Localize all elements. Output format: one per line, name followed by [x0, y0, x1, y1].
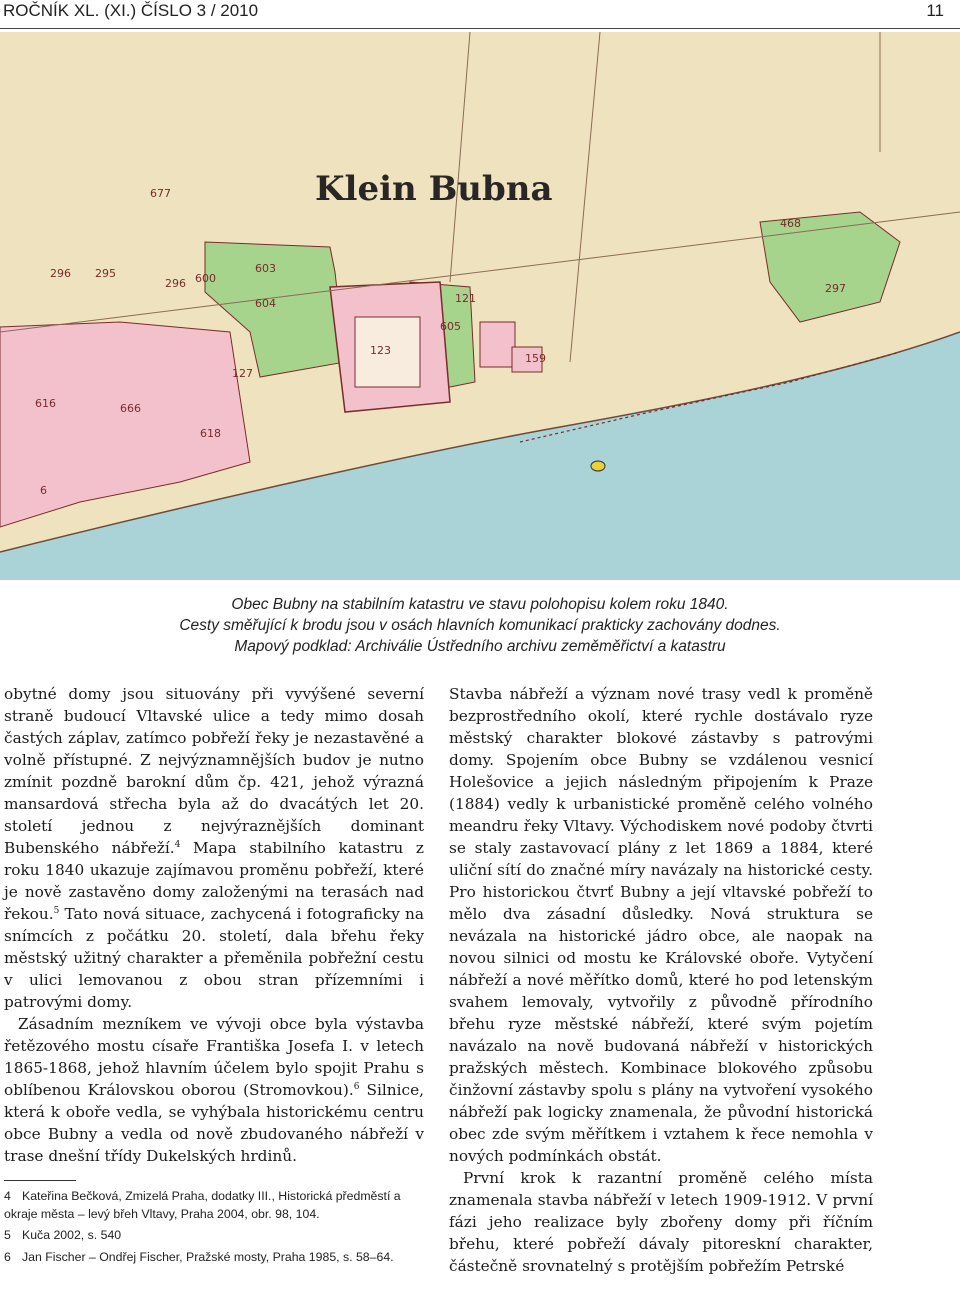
buoy-icon — [591, 461, 605, 471]
svg-text:604: 604 — [255, 297, 276, 310]
svg-text:605: 605 — [440, 320, 461, 333]
footnotes — [4, 1188, 424, 1270]
svg-text:6: 6 — [40, 484, 47, 497]
svg-text:123: 123 — [370, 344, 391, 357]
svg-text:603: 603 — [255, 262, 276, 275]
footnote: 6 Jan Fischer – Ondřej Fischer, Pražské mosty, Praha 1985, s. 58–64. — [4, 1249, 394, 1264]
left-column — [4, 683, 424, 1167]
caption-line-3: Mapový podklad: Archiválie Ústředního archivu zeměměřictví a katastru — [234, 638, 726, 655]
svg-text:616: 616 — [35, 397, 56, 410]
map-title: Klein Bubna — [315, 169, 553, 209]
right-column — [449, 683, 873, 1277]
page-number: 11 — [926, 1, 944, 20]
svg-text:297: 297 — [825, 282, 846, 295]
svg-text:127: 127 — [232, 367, 253, 380]
footnote: 5 Kuča 2002, s. 540 — [4, 1228, 122, 1242]
cadastral-map-image — [0, 32, 960, 580]
svg-text:295: 295 — [95, 267, 116, 280]
caption-line-2: Cesty směřující k brodu jsou v osách hlavních komunikací prakticky zachovány dodnes. — [179, 617, 781, 634]
left-paragraph-1: obytné domy jsou situovány při vyvýšené severní straně budoucí Vltavské ulice a tedy mimo dosah častých záplav, zatímco pobřeží řeky je nezastavěné a volně přístupné. Z nejvýznamnějších budov je nutno zmínit pozdně barokní dům čp. 421, jehož výrazná mansardová střecha byla až do dvacátých let 20. století jednou z nejvýraznějších dominant Bubenského nábřeží.$^4$ Mapa stabilního katastru z roku 1840 ukazuje zajímavou proměnu pobřeží, které je nově zastavěno domy založenými na terasách nad řekou.$^5$ Tato nová situace, zachycená i fotograficky na snímcích z počátku 20. století, dala břehu řeky městský užitný charakter a přeměnila pobřežní cestu v ulici lemovanou z obou stran přízemními i patrovými domy. — [4, 685, 424, 1011]
svg-text:159: 159 — [525, 352, 546, 365]
svg-text:296: 296 — [50, 267, 71, 280]
running-header — [0, 0, 960, 30]
svg-text:121: 121 — [455, 292, 476, 305]
footnote-rule — [4, 1180, 76, 1181]
map-drawing — [0, 32, 960, 580]
caption-line-1: Obec Bubny na stabilním katastru ve stavu polohopisu kolem roku 1840. — [231, 596, 729, 613]
svg-text:618: 618 — [200, 427, 221, 440]
svg-text:677: 677 — [150, 187, 171, 200]
svg-text:468: 468 — [780, 217, 801, 230]
figure-caption — [0, 594, 960, 657]
svg-text:296: 296 — [165, 277, 186, 290]
right-paragraph-1: Stavba nábřeží a význam nové trasy vedl k proměně bezprostředního okolí, které rychle dostávalo ryze městský charakter blokové zástavby s patrovými domy. Spojením obce Bubny se vzdálenou vesnicí Holešovice a jejich následným připojením k Praze (1884) vedly k urbanistické proměně celého volného meandru řeky Vltavy. Východiskem nové podoby čtvrti se staly zastavovací plány z let 1869 a 1884, které uliční sítí do značné míry navázaly na historické cesty. Pro historickou čtvrť Bubny a její vltavské pobřeží to mělo dva zásadní důsledky. Nová struktura se nevázala na historické jádro obce, ale naopak na novou silnici od mostu ke Královské oboře. Vytyčení nábřeží a nové měřítko domů, které ho pod letenským svahem lemovaly, vytvořily z původně přírodního břehu ryze městské nábřeží, které svým pojetím navázalo na nově budovaná nábřeží v historických pražských městech. Kombinace blokového způsobu činžovní zástavby spolu s plány na vytvoření vysokého nábřeží pak logicky znamenala, že původní historická obec zde svým měřítkem i vztahem k řece nemohla v nových podmínkách obstát. — [449, 685, 873, 1165]
right-paragraph-2: První krok k razantní proměně celého místa znamenala stavba nábřeží v letech 1909-1912. V první fázi jeho realizace byly zbořeny domy při říčním břehu, které pobřeží dávaly pitoreskní charakter, částečně srovnatelný s protějším pobřežím Petrské — [449, 1169, 873, 1275]
journal-issue: ROČNÍK XL. (XI.) ČÍSLO 3 / 2010 — [3, 1, 259, 20]
svg-text:666: 666 — [120, 402, 141, 415]
footnote: 4 Kateřina Bečková, Zmizelá Praha, dodatky III., Historická předměstí a okraje města – levý břeh Vltavy, Praha 2004, obr. 98, 104. — [4, 1189, 401, 1221]
header-rule — [0, 28, 960, 29]
left-paragraph-2: Zásadním mezníkem ve vývoji obce byla výstavba řetězového mostu císaře Františka Josefa I. v letech 1865-1868, jehož hlavním účelem bylo spojit Prahu s oblíbenou Královskou oborou (Stromovkou).$^6$ Silnice, která k oboře vedla, se vyhýbala historickému centru obce Bubny a vedla od nově zbudovaného nábřeží v trase dnešní třídy Dukelských hrdinů. — [4, 1015, 424, 1165]
svg-text:600: 600 — [195, 272, 216, 285]
